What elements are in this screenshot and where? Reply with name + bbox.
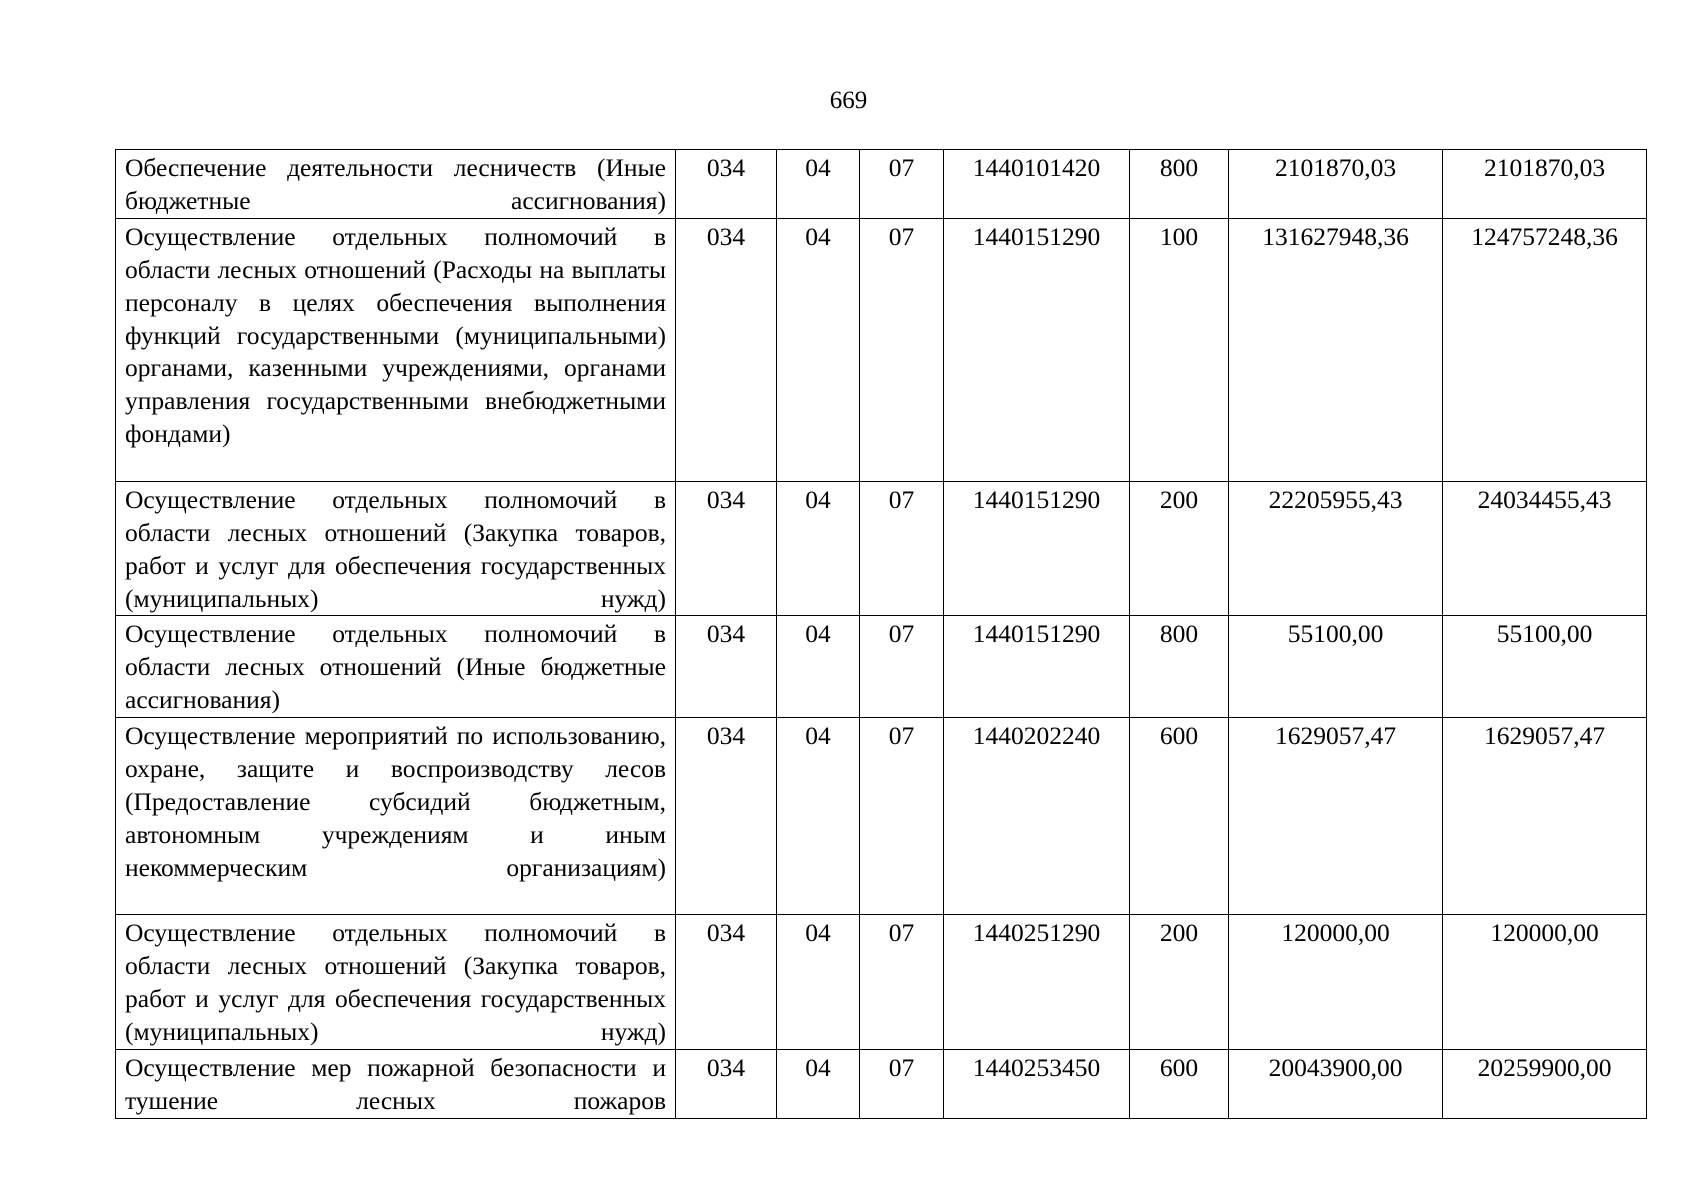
table-row	[116, 718, 1647, 915]
page-number: 669	[829, 87, 868, 114]
section-code: 04	[777, 218, 860, 481]
section-code: 04	[777, 616, 860, 718]
row-description: Осуществление мер пожарной безопасности и тушение лесных пожаров	[116, 1049, 676, 1118]
amount-year-1: 131627948,36	[1229, 218, 1443, 481]
target-article-code: 1440151290	[944, 616, 1130, 718]
target-article-code: 1440101420	[944, 150, 1130, 219]
subsection-code: 07	[860, 915, 944, 1050]
subsection-code: 07	[860, 218, 944, 481]
amount-year-2: 20259900,00	[1443, 1049, 1647, 1118]
subsection-code: 07	[860, 150, 944, 219]
ministry-code: 034	[676, 150, 777, 219]
expense-type-code: 100	[1130, 218, 1229, 481]
amount-year-1: 22205955,43	[1229, 481, 1443, 616]
ministry-code: 034	[676, 218, 777, 481]
ministry-code: 034	[676, 481, 777, 616]
subsection-code: 07	[860, 616, 944, 718]
row-description: Осуществление отдельных полномочий в области лесных отношений (Расходы на выплаты персоналу в целях обеспечения выполнения функций государственными (муниципальными) органами, казенными учреждениями, органами управления государственными внебюджетными фондами)	[116, 218, 676, 481]
ministry-code: 034	[676, 915, 777, 1050]
target-article-code: 1440202240	[944, 718, 1130, 915]
expense-type-code: 600	[1130, 1049, 1229, 1118]
amount-year-2: 2101870,03	[1443, 150, 1647, 219]
amount-year-2: 124757248,36	[1443, 218, 1647, 481]
section-code: 04	[777, 915, 860, 1050]
target-article-code: 1440253450	[944, 1049, 1130, 1118]
section-code: 04	[777, 718, 860, 915]
ministry-code: 034	[676, 1049, 777, 1118]
row-description: Осуществление отдельных полномочий в области лесных отношений (Закупка товаров, работ и услуг для обеспечения государственных (муниципальных) нужд)	[116, 481, 676, 616]
subsection-code: 07	[860, 718, 944, 915]
expense-type-code: 200	[1130, 481, 1229, 616]
amount-year-1: 20043900,00	[1229, 1049, 1443, 1118]
amount-year-2: 1629057,47	[1443, 718, 1647, 915]
amount-year-1: 55100,00	[1229, 616, 1443, 718]
row-description: Осуществление мероприятий по использованию, охране, защите и воспроизводству лесов (Предоставление субсидий бюджетным, автономным учреждениям и иным некоммерческим организациям)	[116, 718, 676, 915]
expense-type-code: 800	[1130, 616, 1229, 718]
table-row	[116, 1049, 1647, 1118]
table-row	[116, 915, 1647, 1050]
section-code: 04	[777, 150, 860, 219]
table-row	[116, 481, 1647, 616]
amount-year-2: 24034455,43	[1443, 481, 1647, 616]
ministry-code: 034	[676, 718, 777, 915]
amount-year-1: 120000,00	[1229, 915, 1443, 1050]
expense-type-code: 800	[1130, 150, 1229, 219]
amount-year-2: 55100,00	[1443, 616, 1647, 718]
amount-year-1: 1629057,47	[1229, 718, 1443, 915]
row-description: Осуществление отдельных полномочий в области лесных отношений (Закупка товаров, работ и услуг для обеспечения государственных (муниципальных) нужд)	[116, 915, 676, 1050]
section-code: 04	[777, 481, 860, 616]
target-article-code: 1440251290	[944, 915, 1130, 1050]
budget-table	[115, 149, 1647, 1119]
section-code: 04	[777, 1049, 860, 1118]
subsection-code: 07	[860, 481, 944, 616]
table-row	[116, 218, 1647, 481]
ministry-code: 034	[676, 616, 777, 718]
expense-type-code: 600	[1130, 718, 1229, 915]
amount-year-1: 2101870,03	[1229, 150, 1443, 219]
row-description: Обеспечение деятельности лесничеств (Иные бюджетные ассигнования)	[116, 150, 676, 219]
subsection-code: 07	[860, 1049, 944, 1118]
table-row	[116, 616, 1647, 718]
table-row	[116, 150, 1647, 219]
target-article-code: 1440151290	[944, 218, 1130, 481]
amount-year-2: 120000,00	[1443, 915, 1647, 1050]
row-description: Осуществление отдельных полномочий в области лесных отношений (Иные бюджетные ассигнования)	[116, 616, 676, 718]
target-article-code: 1440151290	[944, 481, 1130, 616]
expense-type-code: 200	[1130, 915, 1229, 1050]
